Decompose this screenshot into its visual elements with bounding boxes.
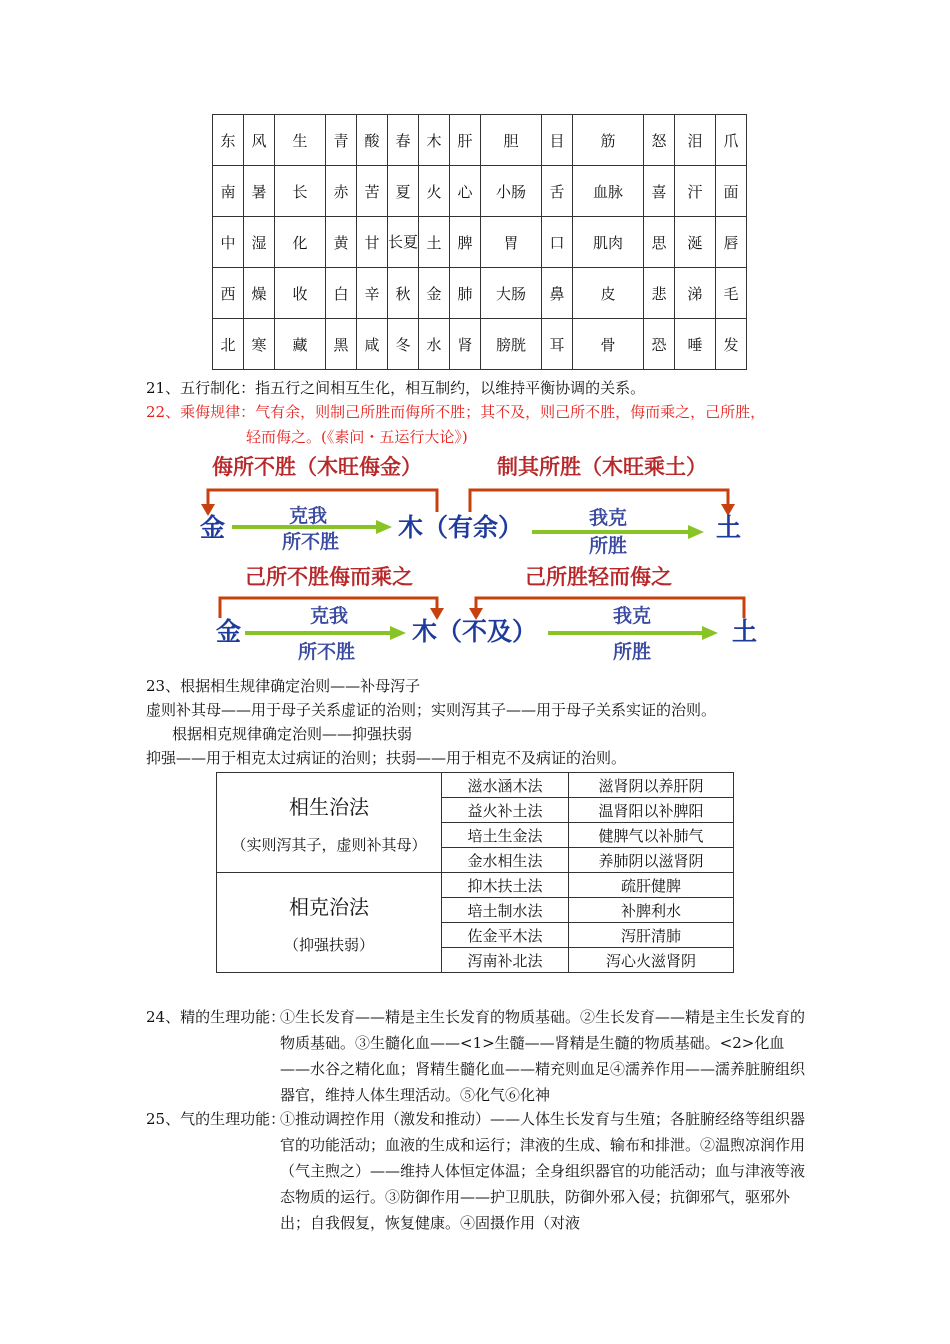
five-elements-cell: 泪 bbox=[675, 115, 716, 166]
treatment-effect: 泻心火滋肾阴 bbox=[569, 948, 734, 973]
five-elements-cell: 长 bbox=[275, 166, 326, 217]
five-elements-cell: 心 bbox=[450, 166, 481, 217]
five-elements-cell: 肝 bbox=[450, 115, 481, 166]
treatment-effect: 温肾阳以补脾阳 bbox=[569, 798, 734, 823]
item-25-body: ①推动调控作用（激发和推动）——人体生长发育与生殖；各脏腑经络等组织器官的功能活动；血液的生成和运行；津液的生成、输布和排泄。②温煦凉润作用（气主煦之）——维持人体恒定体温；全身组织器官的功能活动；血与津液等液态物质的运行。③防御作用——护卫肌肤，防御外邪入侵；抗御邪气，驱邪外出；自我假复，恢复健康。④固摄作用（对液 bbox=[280, 1110, 806, 1232]
bottom-arrow-1-upper: 克我 bbox=[310, 605, 349, 627]
treatment-method: 培土制水法 bbox=[442, 898, 569, 923]
five-elements-cell: 发 bbox=[716, 319, 747, 370]
five-elements-cell: 肺 bbox=[450, 268, 481, 319]
treatment-effect: 补脾利水 bbox=[569, 898, 734, 923]
treatment-group-subtitle: （抑强扶弱） bbox=[283, 935, 374, 954]
treatment-method: 滋水涵木法 bbox=[442, 773, 569, 798]
five-elements-cell: 面 bbox=[716, 166, 747, 217]
item-21: 21、五行制化：指五行之间相互生化，相互制约，以维持平衡协调的关系。 bbox=[146, 379, 646, 397]
five-elements-cell: 肌肉 bbox=[573, 217, 644, 268]
top-arrow-2-head bbox=[688, 525, 704, 539]
five-elements-cell: 生 bbox=[275, 115, 326, 166]
five-elements-cell: 东 bbox=[213, 115, 244, 166]
cheng-wu-diagram bbox=[0, 444, 950, 674]
five-elements-cell: 鼻 bbox=[542, 268, 573, 319]
five-elements-cell: 火 bbox=[419, 166, 450, 217]
bottom-left-node: 金 bbox=[216, 617, 242, 646]
five-elements-cell: 涕 bbox=[675, 268, 716, 319]
bottom-arrow-2-upper: 我克 bbox=[613, 605, 652, 627]
treatment-row bbox=[217, 773, 734, 798]
five-elements-cell: 长夏 bbox=[388, 217, 419, 268]
item-25-label: 25、气的生理功能： bbox=[146, 1110, 286, 1128]
treatment-effect: 滋肾阴以养肝阴 bbox=[569, 773, 734, 798]
treatment-effect: 疏肝健脾 bbox=[569, 873, 734, 898]
five-elements-cell: 北 bbox=[213, 319, 244, 370]
treatment-group bbox=[217, 773, 442, 873]
treatment-group-title: 相生治法 bbox=[289, 794, 369, 819]
bottom-right-bracket bbox=[476, 598, 744, 618]
item-24-body: ①生长发育——精是主生长发育的物质基础。②生长发育——精是主生长发育的物质基础。③生髓化血——<1>生髓——肾精是生髓的物质基础。<2>化血——水谷之精化血；肾精生髓化血——精充则血足④濡养作用——濡养脏腑组织器官，维持人体生理活动。⑤化气⑥化神 bbox=[280, 1008, 806, 1104]
five-elements-cell: 土 bbox=[419, 217, 450, 268]
bottom-center-node: 木（不及） bbox=[412, 617, 538, 646]
five-elements-cell: 肾 bbox=[450, 319, 481, 370]
five-elements-cell: 收 bbox=[275, 268, 326, 319]
five-elements-cell: 目 bbox=[542, 115, 573, 166]
five-elements-cell: 涎 bbox=[675, 217, 716, 268]
treatment-method: 泻南补北法 bbox=[442, 948, 569, 973]
five-elements-cell: 金 bbox=[419, 268, 450, 319]
five-elements-cell: 大肠 bbox=[481, 268, 542, 319]
treatment-method: 益火补土法 bbox=[442, 798, 569, 823]
five-elements-cell: 西 bbox=[213, 268, 244, 319]
five-elements-cell: 赤 bbox=[326, 166, 357, 217]
item-24 bbox=[146, 1004, 810, 1114]
five-elements-cell: 骨 bbox=[573, 319, 644, 370]
five-elements-cell: 水 bbox=[419, 319, 450, 370]
five-elements-row bbox=[213, 217, 747, 268]
five-elements-cell: 冬 bbox=[388, 319, 419, 370]
five-elements-cell: 燥 bbox=[244, 268, 275, 319]
five-elements-cell: 耳 bbox=[542, 319, 573, 370]
treatment-method: 佐金平木法 bbox=[442, 923, 569, 948]
five-elements-cell: 青 bbox=[326, 115, 357, 166]
top-arrow-2-lower: 所胜 bbox=[589, 535, 628, 557]
five-elements-cell: 中 bbox=[213, 217, 244, 268]
five-elements-cell: 藏 bbox=[275, 319, 326, 370]
five-elements-cell: 暑 bbox=[244, 166, 275, 217]
five-elements-cell: 喜 bbox=[644, 166, 675, 217]
five-elements-cell: 唇 bbox=[716, 217, 747, 268]
treatment-effect: 健脾气以补肺气 bbox=[569, 823, 734, 848]
five-elements-cell: 舌 bbox=[542, 166, 573, 217]
item-22-line2: 轻而侮之。(《素问・五运行大论》) bbox=[246, 428, 468, 446]
bottom-right-title: 己所胜轻而侮之 bbox=[525, 565, 672, 589]
five-elements-cell: 湿 bbox=[244, 217, 275, 268]
five-elements-cell: 咸 bbox=[357, 319, 388, 370]
five-elements-cell: 春 bbox=[388, 115, 419, 166]
treatment-method: 金水相生法 bbox=[442, 848, 569, 873]
five-elements-cell: 悲 bbox=[644, 268, 675, 319]
five-elements-cell: 胃 bbox=[481, 217, 542, 268]
item-22-line1: 22、乘侮规律：气有余，则制己所胜而侮所不胜；其不及，则己所不胜，侮而乘之，己所胜， bbox=[146, 403, 766, 421]
top-center-node: 木（有余） bbox=[398, 513, 524, 542]
five-elements-cell: 甘 bbox=[357, 217, 388, 268]
five-elements-cell: 筋 bbox=[573, 115, 644, 166]
five-elements-cell: 胆 bbox=[481, 115, 542, 166]
top-left-node: 金 bbox=[200, 513, 226, 542]
five-elements-cell: 思 bbox=[644, 217, 675, 268]
top-arrow-1-head bbox=[376, 520, 392, 534]
five-elements-cell: 爪 bbox=[716, 115, 747, 166]
treatment-group-title: 相克治法 bbox=[289, 894, 369, 919]
five-elements-cell: 寒 bbox=[244, 319, 275, 370]
treatment-methods-table bbox=[216, 772, 734, 973]
top-arrow-1-lower: 所不胜 bbox=[282, 531, 340, 553]
five-elements-cell: 皮 bbox=[573, 268, 644, 319]
bottom-arrow-1-lower: 所不胜 bbox=[298, 641, 356, 663]
treatment-row bbox=[217, 873, 734, 898]
five-elements-cell: 木 bbox=[419, 115, 450, 166]
five-elements-cell: 唾 bbox=[675, 319, 716, 370]
five-elements-cell: 白 bbox=[326, 268, 357, 319]
five-elements-table bbox=[212, 114, 747, 370]
five-elements-row bbox=[213, 115, 747, 166]
treatment-effect: 泻肝清肺 bbox=[569, 923, 734, 948]
five-elements-cell: 黄 bbox=[326, 217, 357, 268]
five-elements-cell: 小肠 bbox=[481, 166, 542, 217]
bottom-arrow-1-head bbox=[390, 626, 406, 640]
top-right-node: 土 bbox=[716, 513, 742, 542]
top-arrow-2-upper: 我克 bbox=[589, 507, 628, 529]
five-elements-cell: 膀胱 bbox=[481, 319, 542, 370]
five-elements-cell: 口 bbox=[542, 217, 573, 268]
five-elements-cell: 毛 bbox=[716, 268, 747, 319]
item-23-line2: 虚则补其母——用于母子关系虚证的治则；实则泻其子——用于母子关系实证的治则。 bbox=[146, 701, 717, 719]
top-arrow-1-upper: 克我 bbox=[289, 505, 328, 527]
item-23-line4: 抑强——用于相克太过病证的治则；扶弱——用于相克不及病证的治则。 bbox=[146, 749, 627, 767]
item-23-line3: 根据相克规律确定治则——抑强扶弱 bbox=[172, 725, 413, 743]
five-elements-cell: 辛 bbox=[357, 268, 388, 319]
treatment-group-subtitle: （实则泻其子，虚则补其母） bbox=[231, 835, 427, 854]
five-elements-row bbox=[213, 166, 747, 217]
bottom-left-title: 己所不胜侮而乘之 bbox=[245, 565, 413, 589]
five-elements-cell: 化 bbox=[275, 217, 326, 268]
five-elements-cell: 怒 bbox=[644, 115, 675, 166]
top-left-title: 侮所不胜（木旺侮金） bbox=[212, 455, 422, 479]
item-23-line1: 23、根据相生规律确定治则——补母泻子 bbox=[146, 677, 421, 695]
five-elements-cell: 苦 bbox=[357, 166, 388, 217]
five-elements-cell: 南 bbox=[213, 166, 244, 217]
five-elements-cell: 黑 bbox=[326, 319, 357, 370]
five-elements-row bbox=[213, 319, 747, 370]
five-elements-cell: 恐 bbox=[644, 319, 675, 370]
five-elements-cell: 夏 bbox=[388, 166, 419, 217]
top-right-title: 制其所胜（木旺乘土） bbox=[497, 455, 707, 479]
treatment-effect: 养肺阴以滋肾阴 bbox=[569, 848, 734, 873]
five-elements-cell: 酸 bbox=[357, 115, 388, 166]
five-elements-cell: 秋 bbox=[388, 268, 419, 319]
item-25 bbox=[146, 1106, 810, 1236]
bottom-right-node: 土 bbox=[732, 617, 758, 646]
treatment-group bbox=[217, 873, 442, 973]
five-elements-cell: 血脉 bbox=[573, 166, 644, 217]
item-24-label: 24、精的生理功能： bbox=[146, 1008, 286, 1026]
treatment-method: 培土生金法 bbox=[442, 823, 569, 848]
bottom-arrow-2-head bbox=[702, 626, 718, 640]
bottom-arrow-2-lower: 所胜 bbox=[613, 641, 652, 663]
five-elements-cell: 汗 bbox=[675, 166, 716, 217]
five-elements-row bbox=[213, 268, 747, 319]
five-elements-cell: 风 bbox=[244, 115, 275, 166]
treatment-method: 抑木扶土法 bbox=[442, 873, 569, 898]
five-elements-cell: 脾 bbox=[450, 217, 481, 268]
